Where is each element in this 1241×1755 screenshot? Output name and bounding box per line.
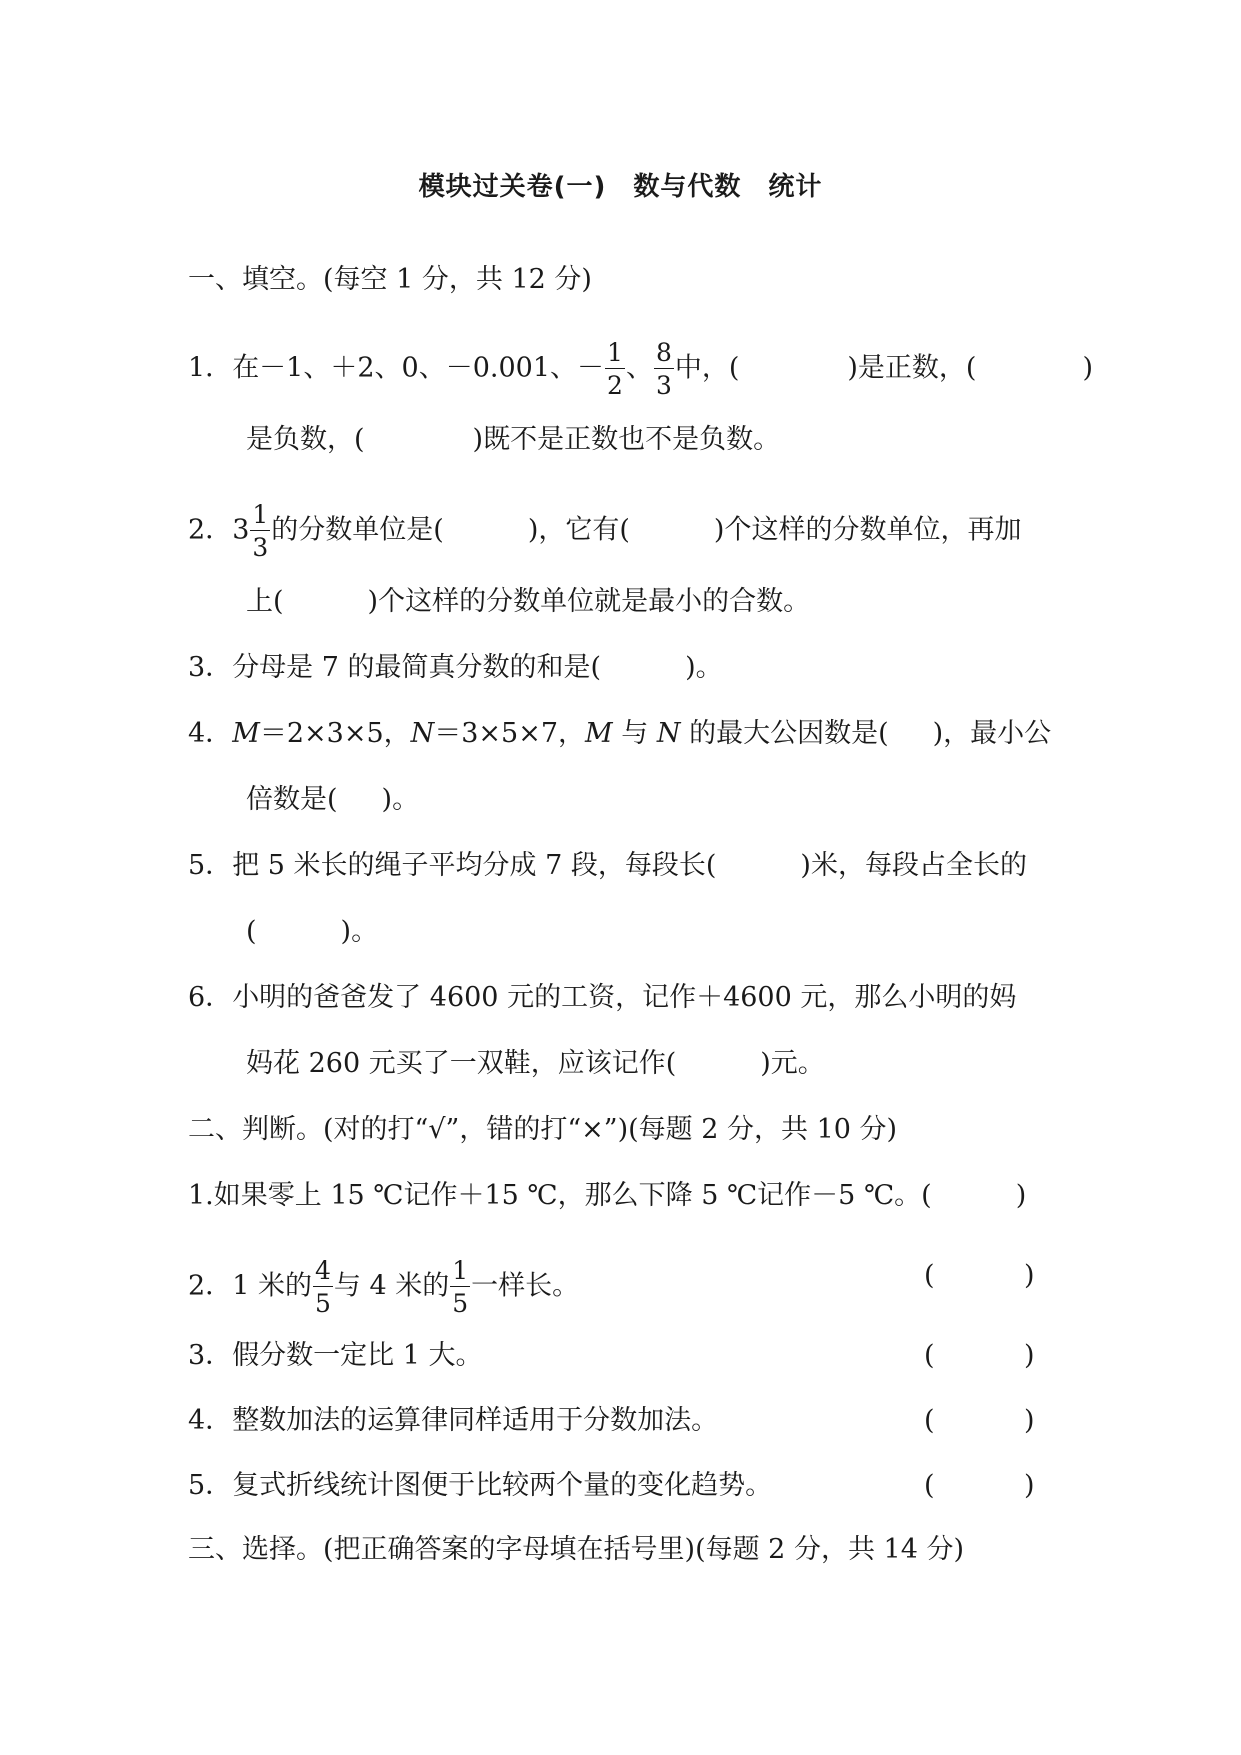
answer-paren-open[interactable]: (	[924, 1260, 935, 1291]
question-text: 与	[612, 718, 657, 749]
question-text: 中，(	[674, 352, 740, 384]
question-number: 5．	[188, 850, 233, 881]
question-text: (	[246, 916, 257, 947]
variable-m: M	[232, 718, 260, 749]
answer-paren-close[interactable]: )	[1024, 1470, 1035, 1501]
section-3-heading: 三、选择。(把正确答案的字母填在括号里)(每题 2 分，共 14 分)	[188, 1534, 964, 1565]
fraction-1-5	[450, 1258, 470, 1316]
question-text: )，它有(	[527, 514, 630, 546]
s1-question-6	[188, 980, 1016, 1016]
question-text: 一样长。	[471, 1270, 580, 1302]
question-number: 4．	[188, 718, 233, 749]
s2-question-4	[188, 1403, 718, 1439]
question-number: 3．	[188, 652, 233, 683]
question-text: 倍数是(	[246, 784, 338, 815]
question-text: 上(	[246, 586, 284, 617]
s1-question-6-cont	[246, 1046, 825, 1082]
s1-question-1	[188, 340, 1093, 398]
fraction-4-5	[313, 1258, 333, 1316]
s2-question-3	[188, 1338, 483, 1374]
question-text: 与 4 米的	[333, 1270, 450, 1302]
numerator: 4	[314, 1256, 331, 1285]
question-text: )	[1082, 352, 1094, 384]
question-number: 2．	[188, 1270, 233, 1302]
s1-question-5	[188, 848, 1027, 884]
section-1-heading: 一、填空。(每空 1 分，共 12 分)	[188, 264, 592, 295]
denominator: 5	[314, 1289, 331, 1318]
question-text: )个这样的分数单位，再加	[713, 514, 1022, 546]
question-text: 是负数，(	[246, 424, 365, 455]
question-text: )。	[340, 916, 379, 947]
numerator: 1	[252, 500, 269, 529]
answer-paren-open[interactable]: (	[924, 1340, 935, 1371]
separator: 、	[625, 352, 653, 384]
question-number: 1．	[188, 352, 233, 384]
question-number: 6．	[188, 982, 233, 1013]
whole-number: 3	[232, 514, 250, 546]
question-number: 4．	[188, 1405, 233, 1436]
question-text: )	[1015, 1180, 1027, 1211]
question-text: )是正数，(	[847, 352, 977, 384]
page-title: 模块过关卷(一) 数与代数 统计	[418, 172, 823, 202]
denominator: 2	[607, 371, 623, 400]
question-number: 2．	[188, 514, 233, 546]
question-number: 1.	[188, 1180, 214, 1211]
question-text: ＝3×5×7，	[434, 718, 586, 749]
question-text: 的分数单位是(	[271, 514, 444, 546]
question-text: 整数加法的运算律同样适用于分数加法。	[232, 1405, 719, 1436]
s1-question-3	[188, 650, 723, 686]
answer-paren-close[interactable]: )	[1024, 1405, 1035, 1436]
question-text: 复式折线统计图便于比较两个量的变化趋势。	[232, 1470, 773, 1501]
fraction-8-3	[654, 340, 674, 398]
variable-n: N	[410, 718, 435, 749]
s1-question-5-cont	[246, 914, 378, 950]
question-number: 3．	[188, 1340, 233, 1371]
s1-question-2-cont	[246, 584, 810, 620]
question-text: 假分数一定比 1 大。	[232, 1340, 483, 1371]
numerator: 8	[655, 338, 672, 367]
numerator: 1	[452, 1256, 469, 1285]
answer-paren-close[interactable]: )	[1024, 1340, 1035, 1371]
question-text: )，最小公	[932, 718, 1052, 749]
question-text: 如果零上 15 ℃记作＋15 ℃，那么下降 5 ℃记作－5 ℃。(	[213, 1180, 932, 1211]
section-2-heading: 二、判断。(对的打“√”，错的打“×”)(每题 2 分，共 10 分)	[188, 1114, 898, 1145]
variable-n: N	[656, 718, 681, 749]
question-text: )元。	[760, 1048, 825, 1079]
question-number: 5．	[188, 1470, 233, 1501]
denominator: 3	[252, 533, 269, 562]
numerator: 1	[607, 338, 623, 367]
question-text: 1 米的	[232, 1270, 312, 1302]
question-text: 的最大公因数是(	[680, 718, 889, 749]
question-text: 把 5 米长的绳子平均分成 7 段，每段长(	[232, 850, 717, 881]
denominator: 3	[655, 371, 672, 400]
s1-question-4-cont	[246, 782, 419, 818]
s2-question-2	[188, 1258, 579, 1316]
fraction-1-3	[250, 502, 270, 560]
question-text: )。	[381, 784, 420, 815]
s1-question-2	[188, 502, 1021, 560]
question-text: )个这样的分数单位就是最小的合数。	[367, 586, 811, 617]
question-text: 分母是 7 的最简真分数的和是(	[232, 652, 602, 683]
variable-m: M	[585, 718, 613, 749]
answer-paren-close[interactable]: )	[1024, 1260, 1035, 1291]
s2-question-1	[188, 1178, 1026, 1214]
answer-paren-open[interactable]: (	[924, 1405, 935, 1436]
question-text: 在－1、＋2、0、－0.001、－	[232, 352, 605, 384]
answer-paren-open[interactable]: (	[924, 1470, 935, 1501]
s2-question-5	[188, 1468, 772, 1504]
fraction-1-2	[605, 340, 625, 398]
s1-question-4	[188, 716, 1051, 752]
question-text: ＝2×3×5，	[259, 718, 411, 749]
question-text: )米，每段占全长的	[800, 850, 1027, 881]
question-text: )。	[685, 652, 723, 683]
question-text: 妈花 260 元买了一双鞋，应该记作(	[246, 1048, 677, 1079]
denominator: 5	[452, 1289, 469, 1318]
question-text: 小明的爸爸发了 4600 元的工资，记作＋4600 元，那么小明的妈	[232, 982, 1017, 1013]
question-text: )既不是正数也不是负数。	[472, 424, 781, 455]
s1-question-1-cont	[246, 422, 780, 458]
